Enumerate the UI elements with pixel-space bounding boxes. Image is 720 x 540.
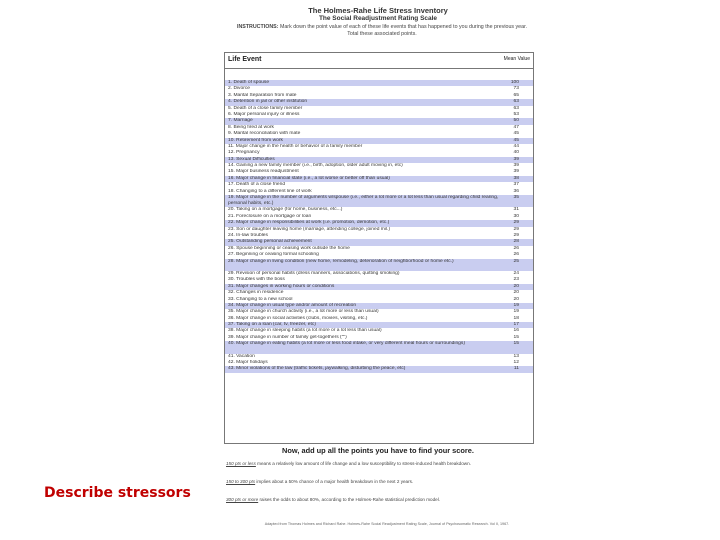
mean-value: 38 [513,175,519,181]
mean-value: 17 [513,322,519,328]
table-body [225,69,533,373]
mean-value: 20 [513,296,519,302]
life-event-text: 21. Foreclosure on a mortgage or loan [228,213,312,219]
mean-value: 37 [513,182,519,188]
life-event-text: 18. Changing to a different line of work [228,188,312,194]
slide-caption: Describe stressors [44,485,191,501]
mean-value: 39 [513,169,519,175]
life-event-text: 40. Major change in eating habits (a lot more or less food intake, or very different meal hours or surroundings) [228,341,465,347]
score-text: raises the odds to about 80%, according to the Holmes-Rahe statistical prediction model. [259,497,440,502]
life-event-text: 2. Divorce [228,86,251,92]
table-row [225,366,533,372]
life-event-text: 7. Marriage [228,118,253,124]
score-range: 300 pts or more [226,497,259,502]
life-event-text: 42. Major holidays [228,360,268,366]
life-event-text: 5. Death of a close family member [228,105,303,111]
mean-value: 24 [513,270,519,276]
score-note-high [226,497,526,503]
life-event-text: 34. Major change in usual type and/or amount of recreation [228,302,357,308]
mean-value: 20 [513,290,519,296]
mean-value: 40 [513,150,519,156]
life-event-text: 29. Revision of personal habits (dress manners, associations, quitting smoking) [228,270,400,276]
life-event-text: 39. Major change in number of family get-togethers ("") [228,334,347,340]
document-title: The Holmes-Rahe Life Stress Inventory [308,6,448,15]
mean-value: 63 [513,99,519,105]
life-event-text: 36. Major change in social activities (clubs, movies, visiting, etc.) [228,315,368,321]
mean-value: 36 [513,188,519,194]
total-prompt: Now, add up all the points you have to find your score. [282,446,474,455]
score-range: 150 pts or less [226,461,256,466]
mean-value: 18 [513,315,519,321]
life-event-text: 12. Pregnancy [228,150,260,156]
life-event-text: 1. Death of spouse [228,80,270,85]
life-event-text: 17. Death of a close friend [228,182,286,188]
table-row [225,259,533,271]
life-event-text: 25. Outstanding personal achievement [228,239,312,245]
source-citation: Adapted from Thomas Holmes and Richard Rahe. Holmes-Rahe Social Readjustment Rating Scale, Journal of Psychosomatic Research. Vol II, 1967. [264,522,510,526]
column-header-event: Life Event [228,56,262,63]
mean-value: 19 [513,309,519,315]
life-event-text: 14. Gaining a new family member (i.e., birth, adoption, older adult moving in, etc) [228,163,403,169]
life-event-text: 33. Changing to a new school [228,296,293,302]
score-text: implies about a 50% chance of a major health breakdown in the next 2 years. [256,479,414,484]
life-event-text: 26. Spouse beginning or ceasing work outside the home [228,245,350,251]
table-header [225,53,533,69]
mean-value: 15 [513,341,519,347]
life-event-text: 32. Changes in residence [228,290,284,296]
mean-value: 26 [513,245,519,251]
document-subtitle: The Social Readjustment Rating Scale [318,15,438,22]
life-event-text: 11. Major change in the health or behavior of a family member [228,143,363,149]
table-row [225,195,533,207]
mean-value: 15 [513,334,519,340]
life-event-text: 13. Sexual Difficulties [228,156,275,162]
life-event-text: 4. Detention in jail or other institution [228,99,308,105]
life-event-table [224,52,534,444]
mean-value: 31 [513,207,519,213]
life-event-text: 35. Major change in church activity (i.e., a lot more or less than usual) [228,309,379,315]
life-event-text: 8. Being fired at work [228,124,274,130]
mean-value: 11 [513,366,519,372]
mean-value: 23 [513,277,519,283]
mean-value: 45 [513,131,519,137]
life-event-text: 3. Marital Separation from mate [228,92,297,98]
mean-value: 29 [513,220,519,226]
mean-value: 45 [513,137,519,143]
mean-value: 63 [513,105,519,111]
life-event-text: 38. Major change in sleeping habits (a lot more or a lot less than usual) [228,328,382,334]
life-event-text: 20. Taking on a mortgage (for home, business, etc...) [228,207,343,213]
mean-value: 19 [513,302,519,308]
life-event-text: 6. Major personal injury or illness [228,111,300,117]
table-row [225,341,533,353]
mean-value: 13 [513,353,519,359]
score-text: means a relatively low amount of life change and a low susceptibility to stress-induced health breakdown. [257,461,471,466]
life-event-text: 30. Troubles with the boss [228,277,285,283]
life-event-text: 15. Major business readjustment [228,169,299,175]
mean-value: 47 [513,124,519,130]
mean-value: 29 [513,226,519,232]
instructions-label: INSTRUCTIONS: [236,24,279,30]
mean-value: 50 [513,118,519,124]
life-event-text: 41. Vacation [228,353,255,359]
mean-value: 12 [513,360,519,366]
life-event-text: 28. Major change in living condition (new home, remodeling, deterioration of neighborhood or home etc.) [228,258,454,264]
mean-value: 35 [513,195,519,201]
score-note-low [226,461,526,467]
mean-value: 30 [513,213,519,219]
mean-value: 20 [513,283,519,289]
mean-value: 65 [513,92,519,98]
mean-value: 16 [513,328,519,334]
score-range: 150 to 300 pts [226,479,256,484]
mean-value: 28 [513,239,519,245]
life-event-text: 19. Major change in the number of arguments w/spouse (i.e., either a lot more or a lot less than usual regarding child rearing, personal habits, etc.) [228,195,499,207]
mean-value: 26 [513,252,519,258]
mean-value: 53 [513,111,519,117]
instructions [232,24,532,38]
mean-value: 39 [513,163,519,169]
stress-inventory-document [222,6,534,536]
life-event-text: 43. Minor violations of the law (traffic tickets, jaywalking, disturbing the peace, etc) [228,366,406,372]
mean-value: 100 [510,80,519,85]
life-event-text: 22. Major change in responsibilities at work (i.e. promotion, demotion, etc.) [228,220,390,226]
life-event-text: 9. Marital reconciliation with mate [228,131,301,137]
mean-value: 44 [513,143,519,149]
life-event-text: 37. Taking on a loan (car, tv, freezer, etc) [228,322,316,328]
life-event-text: 10. Retirement from work [228,137,283,143]
mean-value: 39 [513,156,519,162]
life-event-text: 16. Major change in financial state (i.e., a lot worse or better off than usual) [228,175,390,181]
mean-value: 25 [513,258,519,264]
life-event-text: 31. Major changes in working hours or conditions [228,283,335,289]
life-event-text: 23. Son or daughter leaving home (marriage, attending college, joined mil.) [228,226,391,232]
instructions-text: Mark down the point value of each of these life events that has happened to you during the previous year. Total these associated points. [279,24,528,37]
score-note-mid [226,479,526,485]
life-event-text: 24. In-law troubles [228,232,268,238]
mean-value: 29 [513,232,519,238]
life-event-text: 27. Beginning or ceasing formal schooling [228,252,319,258]
mean-value: 73 [513,86,519,92]
column-header-value: Mean Value [503,56,530,62]
